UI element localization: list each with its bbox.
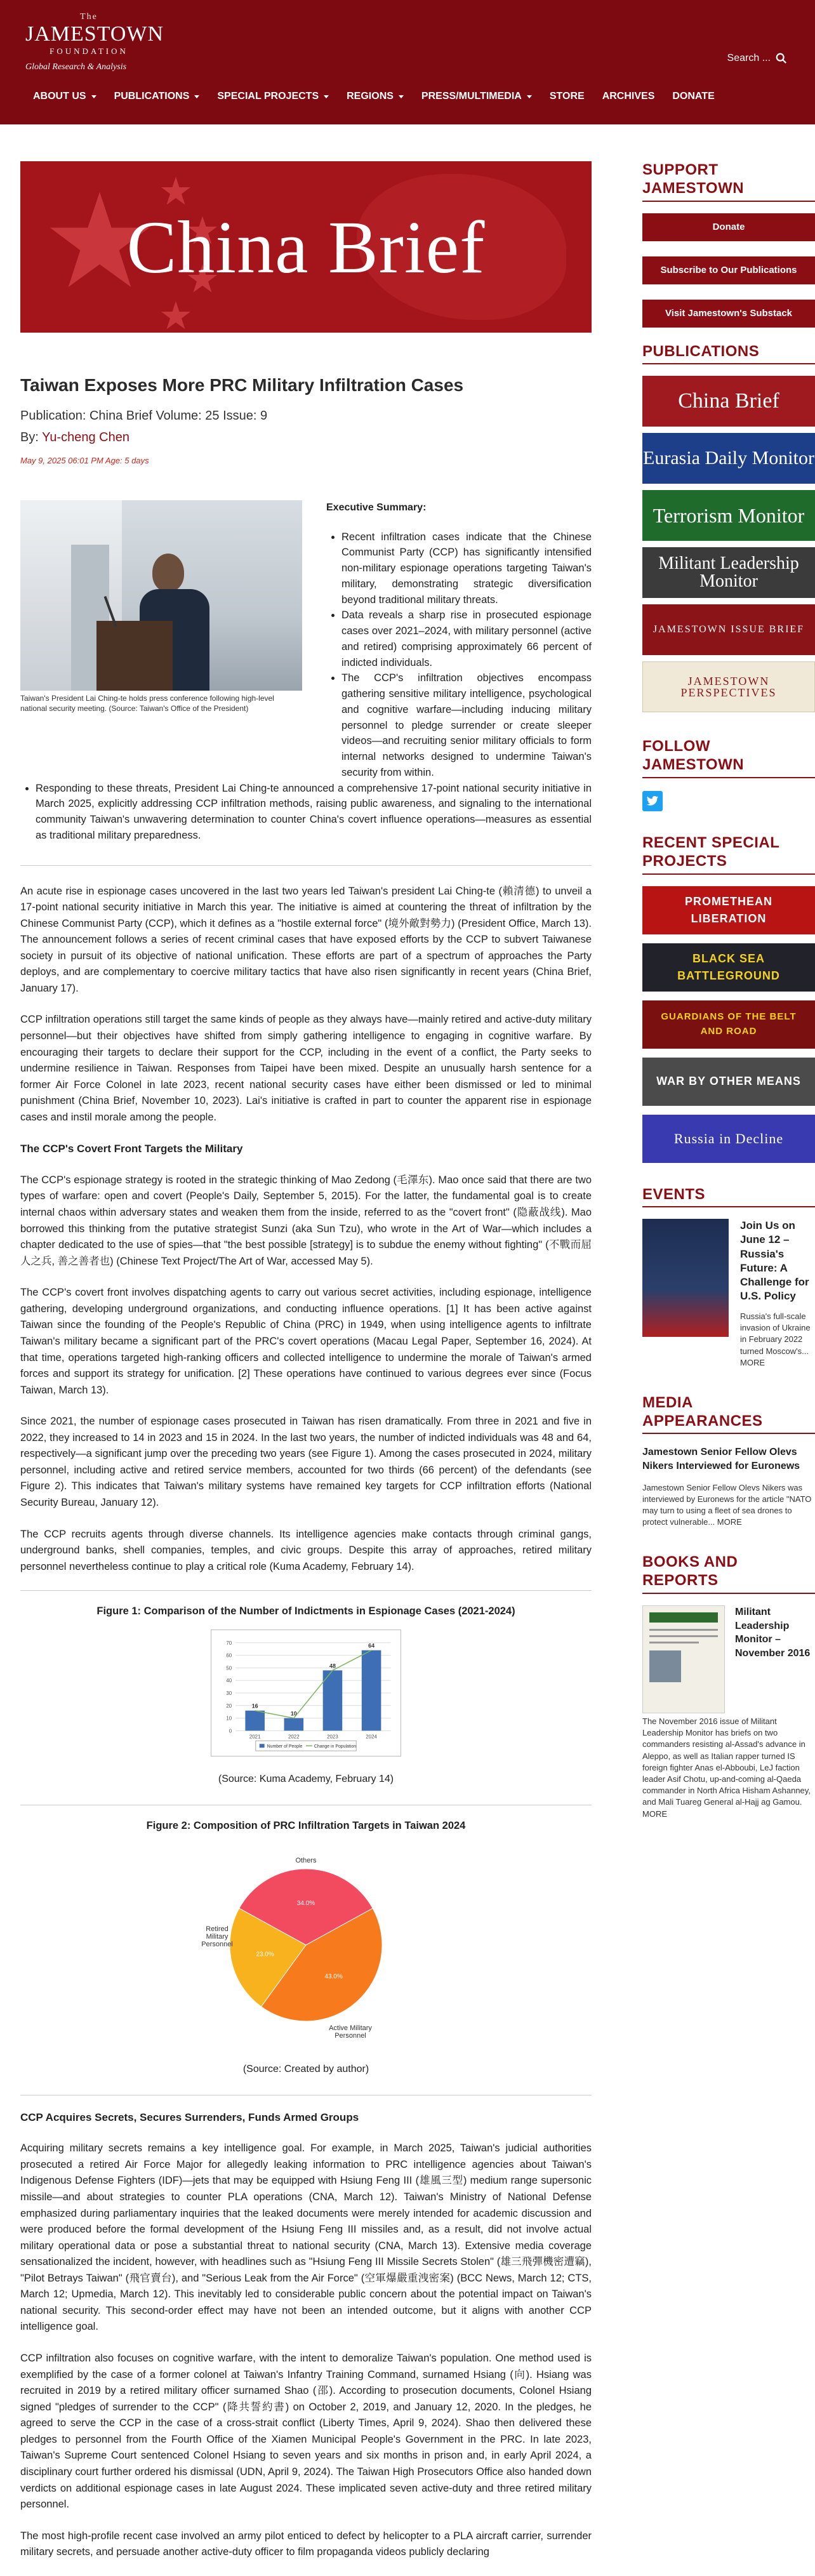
exec-bullets <box>326 529 592 781</box>
project-label[interactable]: GUARDIANS OF THE BELT AND ROAD <box>661 1011 797 1037</box>
y-tick-label: 50 <box>226 1665 232 1671</box>
sidebar <box>642 161 815 2576</box>
slice-percent-label: 23.0% <box>256 1951 274 1958</box>
event-title[interactable]: Join Us on June 12 – Russia's Future: A Challenge for U.S. Policy <box>740 1219 809 1302</box>
y-tick-label: 10 <box>226 1715 232 1722</box>
nav-publications[interactable] <box>107 84 210 109</box>
slice-label: Retired Military Personnel <box>201 1925 233 1949</box>
pub-label[interactable]: Eurasia Daily Monitor <box>643 448 814 469</box>
book-title[interactable]: Militant Leadership Monitor – November 2016 <box>735 1607 811 1659</box>
x-tick-label: 2023 <box>327 1734 338 1740</box>
nav-special-projects[interactable] <box>209 84 339 109</box>
donate-button[interactable]: Donate <box>642 213 815 241</box>
executive-summary <box>20 500 592 781</box>
nav-archives[interactable] <box>595 84 665 109</box>
pub-label[interactable]: JAMESTOWN PERSPECTIVES <box>680 675 777 700</box>
y-tick-label: 20 <box>226 1703 232 1709</box>
bar <box>362 1650 381 1731</box>
slice-percent-label: 43.0% <box>324 1973 343 1981</box>
pub-militant-leadership-monitor[interactable] <box>642 547 815 598</box>
y-tick-label: 60 <box>226 1652 232 1659</box>
pub-china-brief[interactable] <box>642 376 815 427</box>
caret-down-icon <box>91 95 96 98</box>
project-promethean-liberation[interactable] <box>642 886 815 934</box>
jamestown-logo[interactable] <box>25 10 164 74</box>
nav-about-us[interactable] <box>25 84 107 109</box>
project-label[interactable]: WAR BY OTHER MEANS <box>656 1075 801 1088</box>
media-title[interactable]: Jamestown Senior Fellow Olevs Nikers Interviewed for Euronews <box>642 1447 800 1472</box>
caret-down-icon <box>527 95 532 98</box>
nav-press-multimedia[interactable] <box>414 84 542 109</box>
paragraph: The most high-profile recent case involved an army pilot enticed to defect by helicopter to a PLA aircraft carrier, surrender military secrets, and persuade another active-duty officer to film propaganda videos publicly declaring <box>20 2530 592 2558</box>
follow-heading: FOLLOW JAMESTOWN <box>642 738 815 778</box>
exec-bullet: • Data reveals a sharp rise in prosecuted espionage cases over 2021–2024, with military personnel (active and retired) comprising approximately 66 percent of indicted individuals. <box>341 607 592 670</box>
y-tick-label: 30 <box>226 1690 232 1696</box>
pub-label[interactable]: Terrorism Monitor <box>653 504 805 528</box>
legend-swatch <box>260 1744 265 1748</box>
nav-regions[interactable] <box>339 84 414 109</box>
section-heading: The CCP's Covert Front Targets the Military <box>20 1143 243 1155</box>
project-black-sea-battleground[interactable] <box>642 943 815 992</box>
data-label: 48 <box>329 1663 336 1670</box>
x-tick-label: 2021 <box>249 1734 261 1740</box>
main-nav <box>25 84 725 109</box>
event-image[interactable] <box>642 1219 729 1337</box>
books-heading: BOOKS AND REPORTS <box>642 1553 815 1594</box>
project-label[interactable]: PROMETHEAN LIBERATION <box>684 894 772 925</box>
legend-label: Number of People <box>267 1744 303 1749</box>
book-desc: The November 2016 issue of Militant Leadership Monitor has briefs on two commanders resisting al-Assad's advance in Aleppo, as well as Italian rapper turned IS foreign fighter Anas el-Abboubi, LeJ faction leader Asif Chotu, up-and-coming al-Qaeda commander in North Africa Hisham Ashanney, and Mali Tuareg General al-Hajj ag Gamou. MORE <box>642 1716 811 1819</box>
paragraph: The CCP's espionage strategy is rooted in the strategic thinking of Mao Zedong (毛澤东). Mao once said that there are two types of warfare: open and covert (People's Daily, September 5, 2015). For the latter, the fundamental goal is to create internal chaos within adversary states and weaken them from the inside, referred to as the "covert front" (隐蔽战线). Mao borrowed this thinking from the putative strategist Sunzi (aka Sun Tzu), who wrote in the Art of War—which includes a chapter dedicated to the use of spies—that "the best possible [strategy] is to subdue the enemy without fighting" (不戰而屈人之兵, 善之善者也) (Chinese Text Project/The Art of War, accessed May 5). <box>20 1174 592 1267</box>
nav-label[interactable]: SPECIAL PROJECTS <box>217 91 319 102</box>
paragraph: Since 2021, the number of espionage cases prosecuted in Taiwan has risen dramatically. From three in 2021 and five in 2022, they increased to 14 in 2023 and 15 in 2024. In the last two years, the number of indicted individuals was 48 and 64, respectively—a significant jump over the preceding two years (see Figure 1). Among the cases prosecuted in 2024, military personnel, including active and retired service members, accounted for two thirds (66 percent) of the defendants (see Figure 2). This indicates that Taiwan's military systems have remained key targets for CCP infiltration efforts (National Security Bureau, January 12). <box>20 1416 592 1508</box>
support-heading: SUPPORT JAMESTOWN <box>642 161 815 202</box>
paragraph: Acquiring military secrets remains a key intelligence goal. For example, in March 2025, Taiwan's judicial authorities prosecuted a retired Air Force Major for allegedly leaking information to PRC intelligence agencies about Taiwan's Indigenous Defense Fighters (IDF)—jets that may be equipped with Hsiung Feng III (雄風三型) medium range supersonic missile—and about strategies to counter PLA operations (CNA, March 12). Taiwan's Ministry of National Defense emphasized during parliamentary inquiries that the leaked documents were merely intended for academic discussion and were produced before the formal development of the Hsiung Feng III missiles and, as a result, did not involve actual military operational data or pose a substantial threat to national security (CNA, March 13). Extensive media coverage sensationalized the incident, however, with headlines such as "Hsiung Feng III Missile Secrets Stolen" (雄三飛彈機密遭竊), "Pilot Betrays Taiwan" (飛官賣台), and "Serious Leak from the Air Force" (空軍爆嚴重洩密案) (BCC News, March 12; CTS, March 12; Upmedia, March 12). This inevitably led to considerable public concern about the potential impact on Taiwan's national security. This second-order effect may have not been an intended outcome, but it aligns with another CCP intelligence goal. <box>20 2142 592 2333</box>
logo-tagline: Global Research & Analysis <box>25 62 127 72</box>
logo-title: JAMESTOWN <box>25 22 164 46</box>
data-label: 64 <box>368 1642 375 1649</box>
nav-label[interactable]: ARCHIVES <box>602 91 655 102</box>
pub-label[interactable]: JAMESTOWN ISSUE BRIEF <box>653 624 805 635</box>
media-desc: Jamestown Senior Fellow Olevs Nikers was interviewed by Euronews for the article "NATO may turn to using a fleet of sea drones to protect vulnerable... MORE <box>642 1482 812 1527</box>
paragraph: CCP infiltration operations still target the same kinds of people as they always have—mainly retired and active-duty military personnel—but their objectives have shifted from simply gathering intelligence to engaging in cognitive warfare. By encouraging their targets to declare their support for the CCP, including in the event of a conflict, the Party seeks to undermine resilience in Taiwan. Responses from Taipei have been mixed. Despite an unusually harsh sentence for a former Air Force Colonel in late 2023, recent national security cases have either been dismissed or led to minimal punishment (China Brief, November 10, 2023). Lai's initiative is crafted in part to counter the apparent rise in espionage cases and instil morale among the people. <box>20 1014 592 1123</box>
site-header <box>0 0 815 124</box>
y-tick-label: 70 <box>226 1640 232 1646</box>
figure-2-source: (Source: Created by author) <box>242 2063 369 2075</box>
publications-heading: PUBLICATIONS <box>642 343 815 365</box>
search-box[interactable] <box>727 51 787 66</box>
publish-date: May 9, 2025 06:01 PM Age: 5 days <box>20 456 149 465</box>
x-tick-label: 2022 <box>288 1734 300 1740</box>
pie-chart <box>179 1843 433 2047</box>
nav-label[interactable]: ABOUT US <box>33 91 86 102</box>
paragraph: An acute rise in espionage cases uncovered in the last two years led Taiwan's president Lai Ching-te (賴清德) to unveil a 17-point national security initiative in March this year. The initiative is aimed at countering the threat of infiltration by the Chinese Communist Party (CCP), which it defines as a "hostile external force" (境外敵對勢力) (President Office, March 13). The announcement follows a series of recent criminal cases that have exposed efforts by the CCP to subvert Taiwanese society in pursuit of its objective of national unification. These efforts are part of a spectrum of approaches the Party deploys, and are complementary to coercive military tactics that have also risen significantly in recent years (China Brief, January 17). <box>20 885 592 994</box>
event-item[interactable] <box>642 1219 815 1369</box>
pub-label[interactable]: China Brief <box>678 389 779 413</box>
search-label[interactable]: Search ... <box>727 53 771 63</box>
china-brief-banner <box>20 161 592 333</box>
project-war-by-other-means[interactable] <box>642 1058 815 1106</box>
pub-terrorism-monitor[interactable] <box>642 490 815 541</box>
star-icon <box>160 300 192 331</box>
exec-bullet: • Responding to these threats, President Lai Ching-te announced a comprehensive 17-point national security initiative in March 2025, explicitly addressing CCP infiltration methods, raising public awareness, and signaling to the international community Taiwan's unwavering determination to counter China's covert influence operations—measures as essential as traditional military preparedness. <box>36 781 592 844</box>
pub-eurasia-daily-monitor[interactable] <box>642 433 815 484</box>
nav-label[interactable]: PRESS/MULTIMEDIA <box>421 91 522 102</box>
caret-down-icon <box>399 95 404 98</box>
search-icon[interactable] <box>776 53 787 64</box>
exec-heading: Executive Summary: <box>326 501 427 513</box>
slice-label: Active Military Personnel <box>329 2024 372 2040</box>
project-label[interactable]: Russia in Decline <box>673 1131 784 1147</box>
project-guardians-belt-road[interactable] <box>642 1000 815 1049</box>
nav-label[interactable]: STORE <box>549 91 585 102</box>
caret-down-icon <box>194 95 199 98</box>
logo-sub: FOUNDATION <box>50 46 128 56</box>
figure-1 <box>20 1603 592 1786</box>
article-title: Taiwan Exposes More PRC Military Infiltration Cases <box>20 375 464 395</box>
logo-line1: The <box>80 12 98 22</box>
exec-bullets-cont <box>20 781 592 844</box>
exec-bullet: • Recent infiltration cases indicate that the Chinese Communist Party (CCP) has significantly intensified non-military espionage operations targeting Taiwan's military, demonstrating strategic diversification beyond traditional military threats. <box>341 529 592 608</box>
bar <box>245 1711 265 1731</box>
nav-label[interactable]: REGIONS <box>347 91 394 102</box>
nav-label[interactable]: DONATE <box>672 91 715 102</box>
nav-donate[interactable] <box>665 84 724 109</box>
y-tick-label: 40 <box>226 1678 232 1684</box>
slice-percent-label: 34.0% <box>296 1900 315 1908</box>
pub-jamestown-issue-brief[interactable] <box>642 604 815 655</box>
events-heading: EVENTS <box>642 1186 815 1208</box>
president-photo <box>20 500 302 691</box>
project-label[interactable]: BLACK SEA BATTLEGROUND <box>677 952 780 982</box>
project-russia-in-decline[interactable] <box>642 1115 815 1163</box>
data-label: 16 <box>251 1703 258 1710</box>
figure-2-title: Figure 2: Composition of PRC Infiltration Targets in Taiwan 2024 <box>146 1819 466 1831</box>
bar-chart <box>211 1630 401 1756</box>
legend-label: Change in Population <box>314 1744 357 1749</box>
book-item[interactable] <box>642 1605 815 1713</box>
x-tick-label: 2024 <box>366 1734 377 1740</box>
event-desc: Russia's full-scale invasion of Ukraine in February 2022 turned Moscow's... MORE <box>740 1311 811 1367</box>
data-label: 10 <box>290 1710 297 1717</box>
pub-jamestown-perspectives[interactable] <box>642 661 815 712</box>
projects-heading: RECENT SPECIAL PROJECTS <box>642 834 815 875</box>
slice-label: Others <box>295 1857 317 1865</box>
book-cover[interactable] <box>642 1605 725 1713</box>
trend-line <box>255 1650 371 1718</box>
figure-1-source: (Source: Kuma Academy, February 14) <box>218 1773 394 1784</box>
paragraph: The CCP recruits agents through diverse channels. Its intelligence agencies make contacts through criminal gangs, underground banks, shell companies, temples, and civic groups. Despite this array of approaches, retired military personnel nevertheless continue to play a critical role (Kuma Academy, February 14). <box>20 1528 592 1572</box>
photo-caption: Taiwan's President Lai Ching-te holds press conference following high-level national security meeting. (Source: Taiwan's Office of the President) <box>20 693 274 713</box>
paragraph: CCP infiltration also focuses on cognitive warfare, with the intent to demoralize Taiwan's population. One method used is exemplified by the case of a former colonel at Taiwan's Infantry Training Command, surnamed Hsiang (向). Hsiang was recruited in 2019 by a retired military officer surnamed Shao (邵). According to prosecution documents, Colonel Hsiang signed "pledges of surrender to the CCP" (降共誓約書) on October 2, 2019, and January 12, 2020. In the pledges, he agreed to serve the CCP in the case of a cross-strait conflict (Liberty Times, April 9, 2024). Shao then delivered these pledges to personnel from the Fourth Office of the Xiamen Municipal People's Government in the PRC. In late 2023, Taiwan's Supreme Court sentenced Colonel Hsiang to seven years and six months in prison and, in early April 2024, a disciplinary court further ordered his dismissal (UDN, April 9, 2024). The Taiwan High Prosecutors Office also handed down verdicts on additional espionage cases in late August 2024. These implicated seven active-duty and three retired military personnel. <box>20 2353 592 2511</box>
bar <box>284 1718 304 1731</box>
media-heading: MEDIA APPEARANCES <box>642 1394 815 1435</box>
by-label: By: <box>20 430 43 444</box>
article-photo <box>20 500 302 781</box>
divider <box>20 1590 592 1591</box>
banner-title: China Brief <box>126 205 486 289</box>
paragraph: The CCP's covert front involves dispatching agents to carry out various secret activities, including espionage, intelligence gathering, developing underground organizations, and conducting influence operations. [1] It has been active against Taiwan since the founding of the People's Republic of China (PRC) in 1949, when using intelligence agents to infiltrate Taiwan's military became a significant part of the PRC's covert operations (Macau Legal Paper, September 16, 2024). At that time, operations targeted high-ranking officers and collected intelligence to undermine the morale of Taiwan's armed forces and support its strategy for unification. [2] These operations have continued to various degrees ever since (Focus Taiwan, March 13). <box>20 1287 592 1396</box>
subscribe-button[interactable]: Subscribe to Our Publications <box>642 256 815 284</box>
author-link[interactable]: Yu-cheng Chen <box>42 430 129 444</box>
substack-button[interactable]: Visit Jamestown's Substack <box>642 300 815 328</box>
y-tick-label: 0 <box>229 1728 232 1734</box>
figure-1-title: Figure 1: Comparison of the Number of Indictments in Espionage Cases (2021-2024) <box>96 1605 515 1617</box>
exec-summary-text <box>326 500 592 781</box>
publication-info: Publication: China Brief Volume: 25 Issue: 9 <box>20 409 268 423</box>
exec-bullet: • The CCP's infiltration objectives encompass gathering sensitive military intelligence, psychological and cognitive warfare—including inducing military personnel to pledge surrender or create sleeper videos—and recruiting senior military officials to form internal networks designed to undermine Taiwan's security from within. <box>341 670 592 780</box>
byline <box>20 428 592 447</box>
divider <box>20 865 592 866</box>
twitter-icon[interactable] <box>642 791 663 811</box>
nav-store[interactable] <box>542 84 595 109</box>
caret-down-icon <box>324 95 329 98</box>
pub-label[interactable]: Militant Leadership Monitor <box>658 554 799 592</box>
figure-2 <box>20 1818 592 2077</box>
nav-label[interactable]: PUBLICATIONS <box>114 91 190 102</box>
article-main <box>20 161 592 2576</box>
section-heading: CCP Acquires Secrets, Secures Surrenders, Funds Armed Groups <box>20 2111 359 2123</box>
